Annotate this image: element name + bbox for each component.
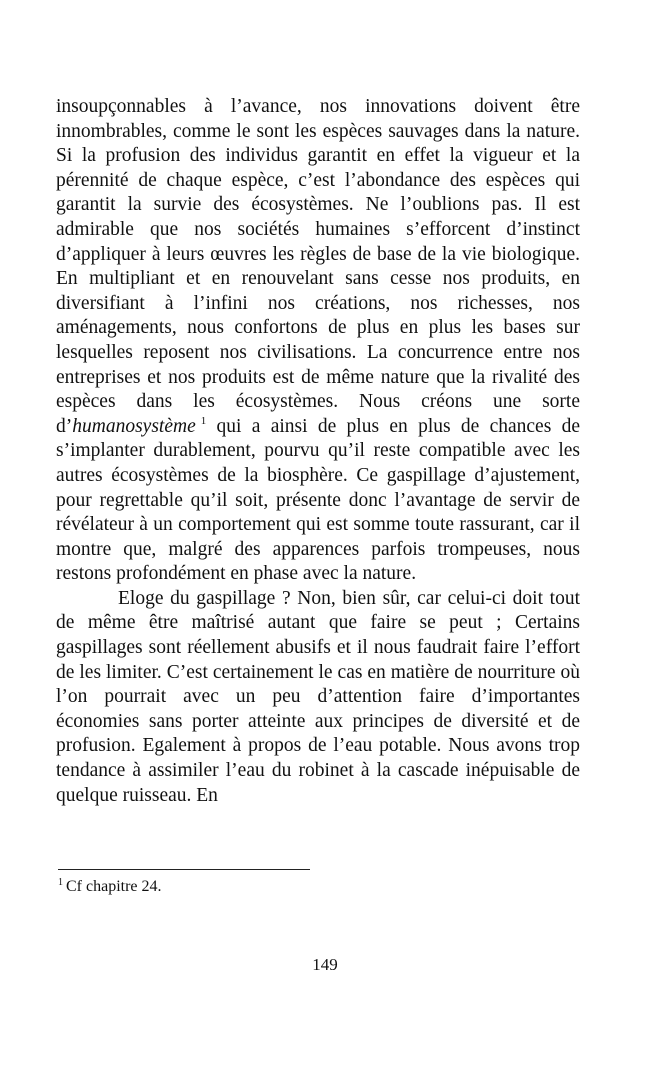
body-text (56, 95, 580, 808)
paragraph-1-text-after: qui a ainsi de plus en plus de chances de s’implanter durablement, pourvu qu’il reste compatible avec les autres écosystèmes de la biosphère. Ce gaspillage d’ajustement, pour regrettable qu’il soit, présente donc l’avantage de servir de révélateur à un comportement qui est somme toute rassurant, car il montre que, malgré des apparences parfois trompeuses, nous restons profondément en phase avec la nature. (56, 415, 580, 585)
paragraph-1 (56, 95, 580, 587)
paragraph-2: Eloge du gaspillage ? Non, bien sûr, car celui-ci doit tout de même être maîtrisé autant que faire se peut ; Certains gaspillages sont réellement abusifs et il nous faudrait faire l’effort de les limiter. C’est certainement le cas en matière de nourriture où l’on pourrait avec un peu d’attention faire d’importantes économies sans porter atteinte aux principes de diversité et de profusion. Egalement à propos de l’eau potable. Nous avons trop tendance à assimiler l’eau du robinet à la cascade inépuisable de quelque ruisseau. En (56, 587, 580, 806)
page-number: 149 (312, 955, 338, 974)
footnote-divider (58, 869, 310, 870)
paragraph-1-text-before: insoupçonnables à l’avance, nos innovations doivent être innombrables, comme le sont les espèces sauvages dans la nature. Si la profusion des individus garantit en effet la vigueur et la pérennité de chaque espèce, c’est l’abondance des espèces qui garantit la survie des écosystèmes. Ne l’oublions pas. Il est admirable que nos sociétés humaines s’efforcent d’instinct d’appliquer à leurs œuvres les règles de base de la vie biologique. En multipliant et en renouvelant sans cesse nos produits, en diversifiant à l’infini nos créations, nos richesses, nos aménagements, nous confortons de plus en plus les bases sur lesquelles reposent nos civilisations. La concurrence entre nos entreprises et nos produits est de même nature que la rivalité des espèces dans les écosystèmes. Nous créons une sorte d’ (56, 96, 580, 437)
footnote-reference[interactable]: 1 (200, 414, 207, 427)
emphasized-term: humanosystème (72, 415, 196, 437)
footnote-number: 1 (58, 877, 63, 888)
footnote-text: Cf chapitre 24. (66, 878, 162, 895)
footnote (58, 877, 162, 897)
